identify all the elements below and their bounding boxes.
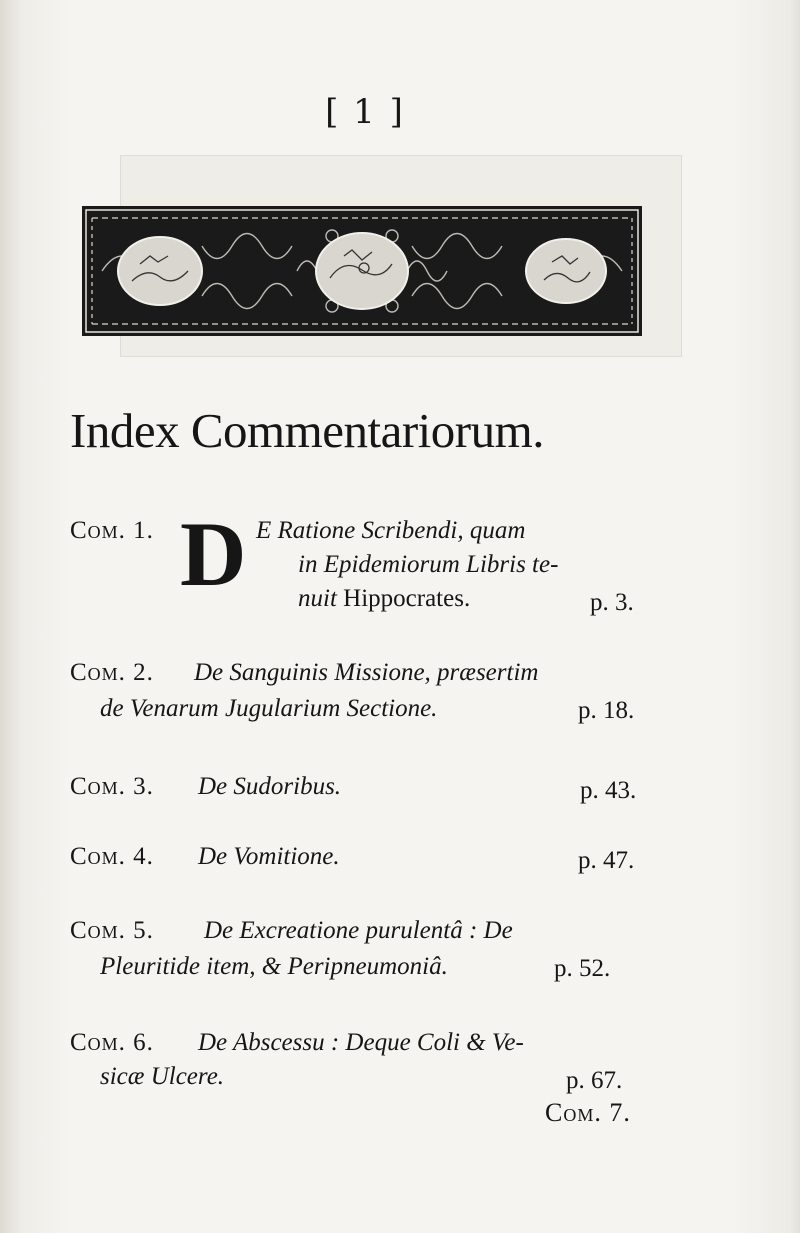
entry-label: Com. 5. bbox=[70, 917, 154, 944]
entry-title-line bbox=[298, 584, 470, 614]
headpiece-engraving bbox=[82, 206, 642, 336]
index-entry-4 bbox=[70, 842, 670, 878]
index-entry-1 bbox=[70, 503, 670, 620]
entry-title-line: in Epidemiorum Libris te- bbox=[298, 551, 559, 578]
entry-title-line: De Vomitione. bbox=[198, 843, 340, 870]
entry-page-ref: p. 52. bbox=[554, 955, 611, 982]
entry-title-line: Pleuritide item, & Peripneumoniâ. bbox=[100, 953, 448, 980]
index-entry-5 bbox=[70, 916, 670, 986]
entry-title-roman: Hippocrates. bbox=[336, 585, 471, 612]
entry-page-ref: p. 18. bbox=[578, 697, 635, 724]
entry-label: Com. 1. bbox=[70, 517, 154, 544]
entry-title-line: E Ratione Scribendi, quam bbox=[256, 517, 526, 544]
entry-page-ref: p. 67. bbox=[566, 1067, 623, 1094]
entry-title-line: De Abscessu : Deque Coli & Ve- bbox=[198, 1029, 524, 1056]
entry-label: Com. 6. bbox=[70, 1029, 154, 1056]
entry-title-line: De Sanguinis Missione, præsertim bbox=[194, 659, 539, 686]
catchword: Com. 7. bbox=[545, 1098, 631, 1127]
entry-page-ref: p. 43. bbox=[580, 777, 637, 804]
index-entry-6 bbox=[70, 1028, 670, 1098]
entry-title-italic: nuit bbox=[298, 585, 337, 612]
entry-page-ref: p. 47. bbox=[578, 847, 635, 874]
entry-label: Com. 3. bbox=[70, 773, 154, 800]
entry-title-line: sicæ Ulcere. bbox=[100, 1063, 225, 1090]
ornamental-headpiece bbox=[82, 206, 642, 336]
drop-cap-letter: D bbox=[180, 503, 247, 605]
entry-title-line: De Excreatione purulentâ : De bbox=[204, 917, 513, 944]
entry-title-line: de Venarum Jugularium Sectione. bbox=[100, 695, 438, 722]
index-title: Index Commentariorum. bbox=[70, 403, 544, 458]
entry-label: Com. 2. bbox=[70, 659, 154, 686]
index-entry-3 bbox=[70, 772, 670, 808]
entry-page-ref: p. 3. bbox=[590, 589, 634, 616]
entry-label: Com. 4. bbox=[70, 843, 154, 870]
page-number: [ 1 ] bbox=[325, 92, 405, 132]
entry-title-line: De Sudoribus. bbox=[198, 773, 342, 800]
index-entry-2 bbox=[70, 658, 670, 728]
